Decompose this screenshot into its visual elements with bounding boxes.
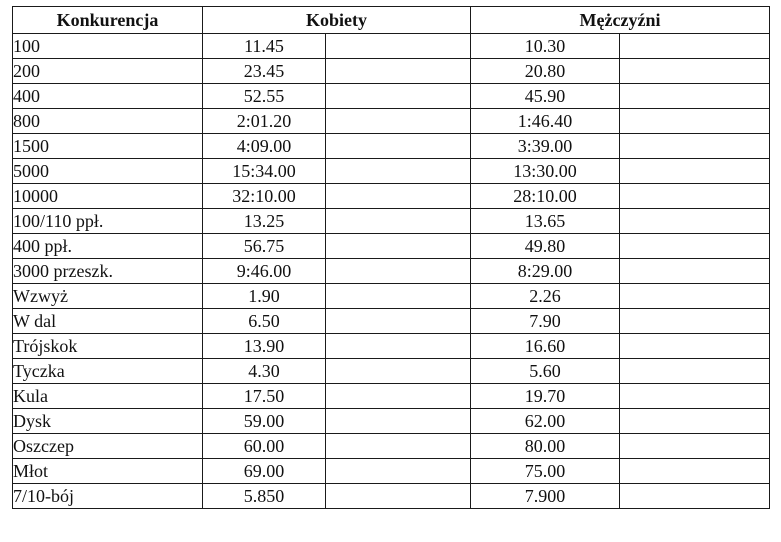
men-empty-cell — [620, 484, 770, 509]
women-value-cell: 4.30 — [203, 359, 326, 384]
table-row — [13, 259, 770, 284]
table-row — [13, 409, 770, 434]
men-empty-cell — [620, 184, 770, 209]
table-row — [13, 134, 770, 159]
men-value-cell: 2.26 — [471, 284, 620, 309]
men-value-cell: 45.90 — [471, 84, 620, 109]
event-cell: 7/10-bój — [13, 484, 203, 509]
women-empty-cell — [326, 134, 471, 159]
men-value-cell: 10.30 — [471, 34, 620, 59]
table-row — [13, 184, 770, 209]
women-value-cell: 60.00 — [203, 434, 326, 459]
women-empty-cell — [326, 34, 471, 59]
table-row — [13, 484, 770, 509]
men-value-cell: 13:30.00 — [471, 159, 620, 184]
men-value-cell: 13.65 — [471, 209, 620, 234]
event-cell: Młot — [13, 459, 203, 484]
table-row — [13, 59, 770, 84]
women-empty-cell — [326, 59, 471, 84]
event-cell: Dysk — [13, 409, 203, 434]
men-empty-cell — [620, 209, 770, 234]
women-value-cell: 13.25 — [203, 209, 326, 234]
event-cell: W dal — [13, 309, 203, 334]
women-value-cell: 11.45 — [203, 34, 326, 59]
women-value-cell: 6.50 — [203, 309, 326, 334]
women-value-cell: 9:46.00 — [203, 259, 326, 284]
men-empty-cell — [620, 459, 770, 484]
men-empty-cell — [620, 309, 770, 334]
event-cell: 100 — [13, 34, 203, 59]
women-value-cell: 59.00 — [203, 409, 326, 434]
men-empty-cell — [620, 284, 770, 309]
men-value-cell: 62.00 — [471, 409, 620, 434]
event-cell: 100/110 ppł. — [13, 209, 203, 234]
men-value-cell: 1:46.40 — [471, 109, 620, 134]
men-value-cell: 28:10.00 — [471, 184, 620, 209]
event-cell: 800 — [13, 109, 203, 134]
table-row — [13, 34, 770, 59]
men-value-cell: 8:29.00 — [471, 259, 620, 284]
men-value-cell: 16.60 — [471, 334, 620, 359]
women-empty-cell — [326, 84, 471, 109]
table-row — [13, 334, 770, 359]
women-empty-cell — [326, 459, 471, 484]
men-empty-cell — [620, 434, 770, 459]
table-row — [13, 84, 770, 109]
standards-table — [12, 6, 770, 509]
table-row — [13, 284, 770, 309]
men-empty-cell — [620, 259, 770, 284]
table-body — [13, 34, 770, 509]
event-cell: Trójskok — [13, 334, 203, 359]
event-cell: 3000 przeszk. — [13, 259, 203, 284]
women-empty-cell — [326, 334, 471, 359]
table-row — [13, 159, 770, 184]
table-row — [13, 359, 770, 384]
women-value-cell: 13.90 — [203, 334, 326, 359]
men-value-cell: 20.80 — [471, 59, 620, 84]
women-empty-cell — [326, 359, 471, 384]
men-value-cell: 19.70 — [471, 384, 620, 409]
men-empty-cell — [620, 84, 770, 109]
event-cell: Wzwyż — [13, 284, 203, 309]
header-row — [13, 7, 770, 34]
women-empty-cell — [326, 434, 471, 459]
event-cell: Kula — [13, 384, 203, 409]
header-men: Mężczyźni — [471, 7, 770, 34]
men-empty-cell — [620, 59, 770, 84]
women-empty-cell — [326, 484, 471, 509]
table-row — [13, 459, 770, 484]
women-value-cell: 17.50 — [203, 384, 326, 409]
event-cell: Tyczka — [13, 359, 203, 384]
event-cell: 400 ppł. — [13, 234, 203, 259]
header-women: Kobiety — [203, 7, 471, 34]
men-empty-cell — [620, 134, 770, 159]
event-cell: 400 — [13, 84, 203, 109]
men-empty-cell — [620, 34, 770, 59]
men-value-cell: 7.900 — [471, 484, 620, 509]
event-cell: 5000 — [13, 159, 203, 184]
women-value-cell: 32:10.00 — [203, 184, 326, 209]
women-value-cell: 56.75 — [203, 234, 326, 259]
header-event: Konkurencja — [13, 7, 203, 34]
men-value-cell: 3:39.00 — [471, 134, 620, 159]
event-cell: 200 — [13, 59, 203, 84]
men-value-cell: 5.60 — [471, 359, 620, 384]
women-empty-cell — [326, 259, 471, 284]
table-row — [13, 234, 770, 259]
table-row — [13, 309, 770, 334]
men-value-cell: 49.80 — [471, 234, 620, 259]
women-value-cell: 15:34.00 — [203, 159, 326, 184]
event-cell: 1500 — [13, 134, 203, 159]
women-empty-cell — [326, 309, 471, 334]
women-value-cell: 23.45 — [203, 59, 326, 84]
men-empty-cell — [620, 409, 770, 434]
women-value-cell: 5.850 — [203, 484, 326, 509]
men-empty-cell — [620, 234, 770, 259]
women-empty-cell — [326, 209, 471, 234]
men-empty-cell — [620, 334, 770, 359]
women-empty-cell — [326, 384, 471, 409]
men-value-cell: 80.00 — [471, 434, 620, 459]
table-row — [13, 109, 770, 134]
women-empty-cell — [326, 234, 471, 259]
women-value-cell: 2:01.20 — [203, 109, 326, 134]
women-empty-cell — [326, 184, 471, 209]
table-row — [13, 384, 770, 409]
women-empty-cell — [326, 409, 471, 434]
men-value-cell: 7.90 — [471, 309, 620, 334]
women-empty-cell — [326, 109, 471, 134]
table-row — [13, 209, 770, 234]
men-empty-cell — [620, 359, 770, 384]
men-value-cell: 75.00 — [471, 459, 620, 484]
event-cell: 10000 — [13, 184, 203, 209]
women-value-cell: 69.00 — [203, 459, 326, 484]
men-empty-cell — [620, 109, 770, 134]
event-cell: Oszczep — [13, 434, 203, 459]
men-empty-cell — [620, 384, 770, 409]
women-empty-cell — [326, 284, 471, 309]
women-value-cell: 52.55 — [203, 84, 326, 109]
women-value-cell: 1.90 — [203, 284, 326, 309]
women-value-cell: 4:09.00 — [203, 134, 326, 159]
men-empty-cell — [620, 159, 770, 184]
women-empty-cell — [326, 159, 471, 184]
table-row — [13, 434, 770, 459]
